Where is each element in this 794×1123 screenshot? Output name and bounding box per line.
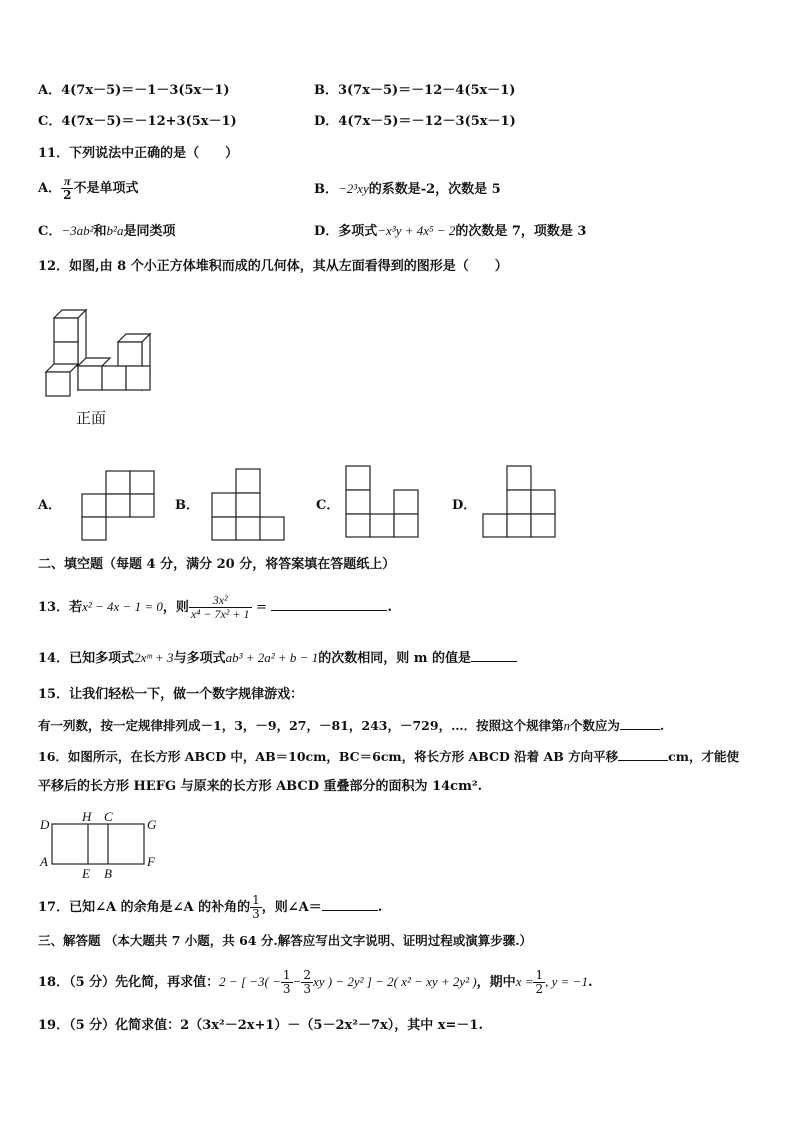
q14-prefix: 14．已知多项式 (38, 651, 135, 666)
q13 (38, 588, 392, 627)
q16-label-g: G (147, 817, 157, 832)
q17-den: 3 (252, 907, 260, 921)
q18-f2-den: 3 (303, 982, 311, 996)
q18-expr-b: − (292, 974, 302, 989)
q18-y-eq: , y = −1 (545, 974, 588, 989)
q18-x-eq: x = (515, 974, 534, 989)
q13-fraction (189, 594, 252, 621)
q12-option-c-label[interactable]: C． (316, 498, 340, 513)
q12-option-b-label[interactable]: B． (175, 498, 199, 513)
q11-d-text: 的次数是 7，项数是 3 (455, 224, 587, 239)
q16-label-c: C (104, 810, 113, 824)
q11-option-b[interactable] (314, 180, 501, 199)
q18-prefix: 18．（5 分）先化简，再求值： (38, 975, 220, 990)
q15-n: n (563, 719, 570, 733)
q11-b-text: 的系数是-2，次数是 5 (368, 182, 501, 197)
q12-option-a-figure[interactable] (80, 470, 156, 542)
q14 (38, 649, 517, 668)
q18-f3-num: 1 (535, 968, 544, 982)
q11-a-fraction (61, 175, 73, 202)
q13-num: 3x² (212, 593, 228, 607)
q11-a-text: 不是单项式 (73, 181, 139, 196)
q18-end: . (587, 975, 593, 990)
section3-heading: 三、解答题 （本大题共 7 小题，共 64 分.解答应写出文字说明、证明过程或演算步骤.） (38, 933, 533, 948)
q11-c-expr1: −3ab² (61, 223, 94, 238)
q18-fraction3 (533, 969, 545, 996)
q17-mid: ，则∠A＝ (261, 900, 322, 915)
q14-text: 的次数相同，则 m 的值是 (318, 651, 472, 666)
q11-b-expr: −2³xy (338, 181, 369, 196)
q19: 19．（5 分）化简求值：2（3x²－2x+1）－（5－2x²－7x），其中 x=－1. (38, 1018, 484, 1033)
q17-answer-blank[interactable] (322, 910, 378, 911)
q13-den: x⁴ − 7x² + 1 (190, 607, 250, 621)
q16-label-a: A (40, 854, 48, 869)
q18-f1-den: 3 (282, 982, 291, 996)
q15-end: . (659, 718, 665, 733)
q16-answer-blank[interactable] (618, 760, 668, 761)
q13-answer-blank[interactable] (271, 610, 387, 611)
q17-prefix: 17．已知∠A 的余角是∠A 的补角的 (38, 900, 251, 915)
q12-stem: 12．如图,由 8 个小正方体堆积而成的几何体，其从左面看得到的图形是（ ） (38, 259, 508, 274)
q17-fraction (250, 894, 262, 921)
q12-option-c-figure[interactable] (344, 465, 422, 539)
q16-label-e: E (82, 866, 90, 881)
q14-mid: 与多项式 (173, 651, 226, 666)
q11-c-expr2: b²a (106, 223, 124, 238)
q12-option-d-label[interactable]: D． (452, 498, 477, 513)
q16-text-b: cm，才能使 (668, 749, 739, 764)
q11-c-text: 是同类项 (123, 224, 176, 239)
q17-num: 1 (252, 893, 260, 907)
q10-option-c[interactable]: C．4(7x－5)＝－12+3(5x－1) (38, 114, 237, 129)
q18-mid: ，期中 (476, 975, 516, 990)
q15-line2 (38, 717, 664, 735)
q10-option-d[interactable]: D．4(7x－5)＝－12－3(5x－1) (314, 114, 516, 129)
q11-c-mid: 和 (93, 224, 107, 239)
q11-c-prefix: C． (38, 224, 62, 239)
q12-front-label: 正面 (76, 409, 107, 427)
q13-condition: x² − 4x − 1 = 0 (82, 599, 163, 614)
q18 (38, 962, 592, 1003)
q15-text: 个数应为 (569, 718, 620, 733)
q18-f1-num: 1 (282, 968, 291, 982)
q18-f2-num: 2 (303, 968, 311, 982)
q12-option-d-figure[interactable] (481, 465, 559, 539)
q11-a-den: 2 (63, 188, 72, 202)
q17-end: . (377, 900, 383, 915)
q18-fraction2 (301, 969, 313, 996)
q18-expr-a: 2 − [ −3( − (219, 974, 281, 989)
q13-end: . (387, 600, 392, 615)
q18-f3-den: 2 (535, 982, 544, 996)
q12-solid-figure (40, 306, 160, 398)
q16-label-h: H (82, 810, 92, 824)
q11-a-prefix: A． (38, 181, 62, 196)
section2-heading: 二、填空题（每题 4 分，满分 20 分，将答案填在答题纸上） (38, 557, 396, 572)
q11-option-d[interactable] (314, 222, 586, 241)
q15-answer-blank[interactable] (620, 729, 660, 730)
q11-a-num: π (63, 174, 71, 188)
q12-option-a-label[interactable]: A． (38, 498, 62, 513)
q16-text-a: 16．如图所示，在长方形 ABCD 中，AB＝10cm，BC＝6cm，将长方形 ABCD 沿着 AB 方向平移 (38, 749, 619, 764)
q18-fraction1 (281, 969, 293, 996)
q18-expr-c: xy ) − 2y² ] − 2( x² − xy + 2y² ) (312, 974, 477, 989)
q16-label-b: B (104, 866, 112, 881)
q15-line1: 15．让我们轻松一下，做一个数字规律游戏： (38, 687, 304, 702)
q14-expr2: ab³ + 2a² + b − 1 (225, 650, 319, 665)
q13-prefix: 13．若 (38, 600, 83, 615)
q12-option-b-figure[interactable] (210, 468, 288, 542)
q11-option-c[interactable] (38, 222, 175, 241)
q16-rectangle-diagram (36, 810, 166, 882)
q16-label-d: D (40, 817, 50, 832)
q10-option-a[interactable]: A．4(7x－5)＝－1－3(5x－1) (38, 83, 230, 98)
q14-answer-blank[interactable] (471, 661, 517, 662)
q16-label-f: F (147, 854, 155, 869)
q11-stem: 11．下列说法中正确的是（ ） (38, 146, 239, 161)
q17 (38, 890, 382, 926)
q16-line1 (38, 748, 739, 766)
q13-eq: = (256, 600, 267, 615)
q11-d-expr: −x³y + 4x⁵ − 2 (377, 223, 456, 238)
q15-sequence-text: 有一列数，按一定规律排列成－1，3，－9，27，－81，243，－729，…．按照这个规律第 (38, 718, 564, 733)
q11-option-a[interactable] (38, 172, 138, 206)
q13-mid: ，则 (162, 600, 189, 615)
q16-line2: 平移后的长方形 HEFG 与原来的长方形 ABCD 重叠部分的面积为 14cm². (38, 779, 483, 794)
q11-b-prefix: B． (314, 182, 338, 197)
q11-d-prefix: D．多项式 (314, 224, 378, 239)
q14-expr1: 2xᵐ + 3 (134, 650, 174, 665)
q10-option-b[interactable]: B．3(7x－5)＝－12－4(5x－1) (314, 83, 516, 98)
